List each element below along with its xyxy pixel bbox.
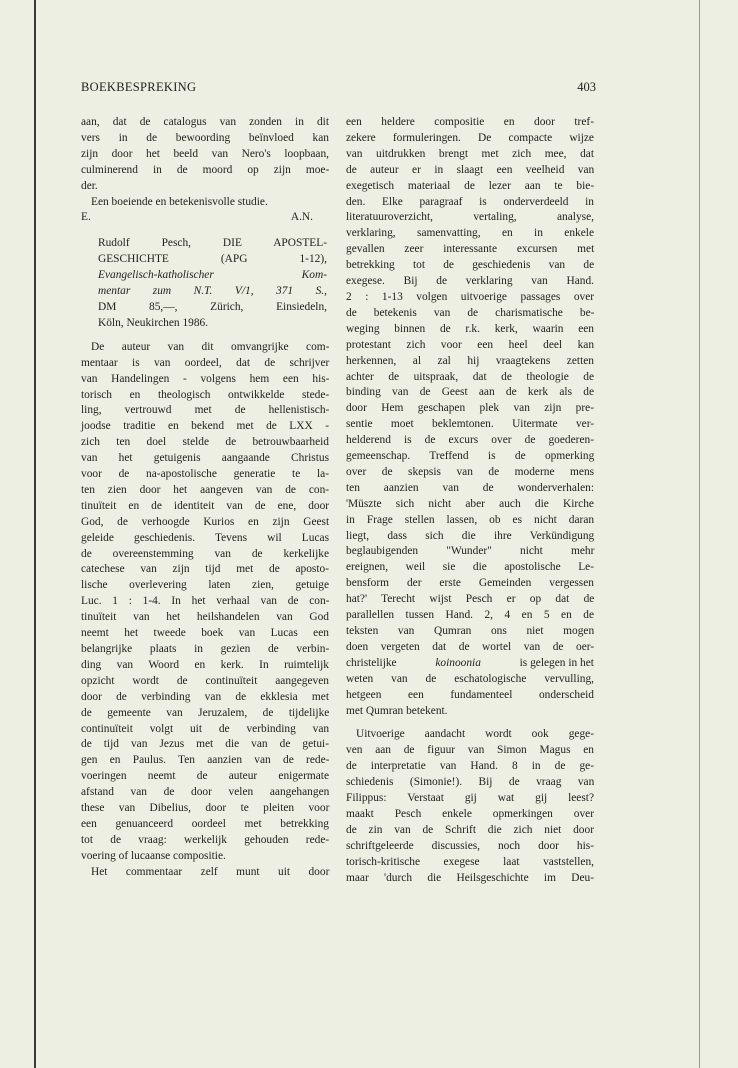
text-line: exegetisch materiaal de lezer aan te bie-	[346, 179, 595, 192]
text-line: met Qumran betekent.	[346, 704, 448, 717]
text-line: den. Elke paragraaf is onderverdeeld in	[346, 195, 595, 208]
right-column	[346, 115, 594, 887]
text-line: gen en Paulus. Ten aanzien van de rede-	[81, 754, 330, 767]
page-number: 403	[577, 80, 596, 94]
koinoonia-term: koinoonia	[435, 656, 481, 669]
review-signoff	[81, 210, 329, 226]
text-line: exegese. Bij de verklaring van Hand.	[346, 275, 594, 288]
text-line: tinuïteit van het heilshandelen van God	[81, 611, 329, 624]
text-line: tot de vraag: werkelijk gehouden rede-	[81, 833, 330, 846]
text-line: van uitdrukken brengt met zich mee, dat	[346, 147, 594, 160]
text-line: zijn door het beeld van Nero's loopbaan,	[81, 147, 329, 160]
text-line: de overeenstemming van de kerkelijke	[81, 547, 329, 560]
text-line: een genuanceerd oordeel met betrekking	[81, 817, 329, 830]
text-line: ten zien door het aangeven van de con-	[81, 483, 330, 496]
page-edge-left	[34, 0, 36, 1068]
text-line: van het getuigenis aangaande Christus	[81, 452, 329, 465]
text-line: voeringen neemt de auteur enigermate	[81, 770, 329, 783]
signoff-right: A.N.	[290, 211, 313, 224]
text-line: van Handelingen - volgens hem een his-	[81, 372, 330, 385]
text-line: De auteur van dit omvangrijke com-	[91, 340, 330, 353]
text-line: zich ten doel stelde de betrouwbaarheid	[81, 436, 329, 449]
text-line: lische overlevering laten zien, getuige	[81, 579, 330, 592]
text-line: 'Müszte sich nicht aber auch die Kirche	[346, 497, 594, 510]
left-paragraph-4	[81, 865, 329, 881]
right-paragraph-1	[346, 115, 594, 719]
page-edge-right	[699, 0, 700, 1068]
text-line: binding van de Geest aan de kerk als de	[346, 386, 594, 399]
text-line: liegt, dass sich die ihre Verkündigung	[346, 529, 595, 542]
text-line: de zin van de Schrift die zich niet door	[346, 823, 594, 836]
text-line: gemeenschap. Treffend is de opmerking	[346, 450, 595, 463]
text-line: catechese van zijn tijd met de aposto-	[81, 563, 329, 576]
citation-line: GESCHICHTE (APG 1-12),	[98, 253, 327, 266]
text-line: aan, dat de catalogus van zonden in dit	[81, 116, 329, 128]
text-line: torisch en theologisch ontwikkelde stede-	[81, 388, 330, 401]
text-line: ten aanzien van de wonderverhalen:	[346, 481, 594, 494]
left-column	[81, 115, 329, 881]
text-line: weging binnen de r.k. kerk, waarin een	[346, 322, 594, 335]
citation-line: mentar zum N.T. V/1, 371 S.,	[98, 285, 327, 298]
text-line: over de skepsis van de moderne mens	[346, 465, 595, 478]
right-paragraph-2	[346, 727, 594, 886]
text-line: zekere formuleringen. De compacte wijze	[346, 131, 594, 144]
text-line: torisch-kritische exegese laat vaststellen,	[346, 855, 594, 868]
text-line: gevallen zeer interessante excursen met	[346, 243, 595, 256]
text-line: maakt Pesch enkele opmerkingen over	[346, 807, 594, 820]
text-line: tinuïteit en de identiteit van de ene, door	[81, 499, 330, 512]
text-line: de betekenis van de charismatische be-	[346, 306, 595, 319]
text-line: teksten van Qumran ons niet mogen	[346, 625, 595, 637]
text-line: these van Dibelius, door te pleiten voor	[81, 802, 330, 815]
text-line: sentie moet beklemtonen. Uitermate ver-	[346, 418, 595, 431]
left-paragraph-2	[81, 195, 329, 211]
text-line: een heldere compositie en door tref-	[346, 116, 594, 128]
text-line: door Hem geschapen plek van zijn pre-	[346, 402, 595, 415]
citation-line: Evangelisch-katholischer Kom-	[98, 269, 327, 282]
text-fragment: christelijke	[346, 656, 397, 669]
text-line: God, de verhoogde Kurios en zijn Geest	[81, 515, 330, 528]
text-fragment: is gelegen in het	[519, 656, 594, 669]
signoff-left: E.	[81, 211, 91, 224]
text-line: schiedenis (Simonie!). Bij de vraag van	[346, 776, 595, 789]
text-line: Luc. 1 : 1-4. In het verhaal van de con-	[81, 595, 330, 608]
text-line-koinoonia	[346, 656, 594, 672]
citation-line: DM 85,—, Zürich, Einsiedeln,	[98, 300, 327, 313]
text-line: belangrijke plaats in gezien de verbin-	[81, 643, 330, 655]
text-line: joodse traditie en bekend met de LXX -	[81, 420, 329, 433]
text-line: neemt het tweede boek van Lucas een	[81, 627, 329, 640]
text-line: ling, vertrouwd met de hellenistisch-	[81, 404, 330, 417]
left-paragraph-3	[81, 340, 329, 865]
text-line: de tijd van Jezus met die van de getui-	[81, 738, 329, 751]
text-line: Een boeiende en betekenisvolle studie.	[91, 195, 268, 208]
text-line: protestant zich voor een heel deel kan	[346, 338, 595, 351]
text-line: betrekking tot de geschiedenis van de	[346, 259, 595, 272]
text-line: Het commentaar zelf munt uit door	[91, 865, 330, 878]
running-head: BOEKBESPREKING	[81, 80, 197, 94]
text-line: continuïteit volgt uit de verbinding van	[81, 722, 330, 735]
text-line: voor de na-apostolische generatie te la-	[81, 468, 329, 481]
text-line: vers in de bewoording beïnvloed kan	[81, 131, 329, 144]
text-line: door de verbinding van de ekklesia met	[81, 690, 329, 703]
text-line: der.	[81, 179, 98, 192]
text-line: afstand van de door velen aangehangen	[81, 786, 330, 799]
text-line: culminerend in de moord op zijn moe-	[81, 163, 330, 176]
left-paragraph-1	[81, 115, 329, 195]
text-line: Uitvoerige aandacht wordt ook gege-	[356, 728, 594, 741]
text-line: schriftgeleerde discussies, noch door his-	[346, 839, 594, 852]
text-line: verklaring, samenvatting, en in enkele	[346, 227, 594, 240]
text-line: voering of lucaanse compositie.	[81, 849, 226, 862]
text-line: herkennen, al zal hij vraagtekens zetten	[346, 354, 594, 367]
text-line: 2 : 1-13 volgen uitvoerige passages over	[346, 290, 595, 303]
text-line: de gemeente van Jeruzalem, de tijdelijke	[81, 706, 330, 719]
citation-line: Rudolf Pesch, DIE APOSTEL-	[98, 237, 327, 250]
text-line: parallellen tussen Hand. 2, 4 en 5 en de	[346, 609, 595, 622]
text-line: maar 'durch die Heilsgeschichte im Deu-	[346, 871, 594, 884]
citation-line: Köln, Neukirchen 1986.	[98, 316, 209, 329]
text-line: Filippus: Verstaat gij wat gij leest?	[346, 792, 594, 805]
text-line: literatuuroverzicht, vertaling, analyse,	[346, 211, 595, 224]
text-line: hat?' Terecht wijst Pesch er op dat de	[346, 593, 595, 606]
text-line: ereignen, weil sie die apostolische Le-	[346, 561, 594, 574]
text-line: beglaubigenden "Wunder" nicht mehr	[346, 545, 595, 558]
text-line: ven aan de figuur van Simon Magus en	[346, 744, 594, 757]
text-line: opzicht wordt de continuïteit aangegeven	[81, 674, 329, 687]
text-line: in Frage stellen lassen, ob es nicht daran	[346, 513, 595, 526]
text-line: weten van de eschatologische vervulling,	[346, 672, 594, 685]
text-line: achter de uitspraak, dat de theologie de	[346, 370, 595, 383]
text-line: bensform der erste Gemeinden vergessen	[346, 577, 594, 590]
text-line: helderend is de excurs over de goederen-	[346, 434, 594, 447]
text-line: hetgeen een fundamenteel onderscheid	[346, 688, 594, 701]
text-line: mentaar is van oordeel, dat de schrijver	[81, 356, 330, 369]
text-line: ding van Woord en kerk. In ruimtelijk	[81, 658, 329, 671]
text-line: doen vergeten dat de wortel van de oer-	[346, 640, 595, 653]
page-header	[81, 80, 596, 98]
text-line: geleide geschiedenis. Tevens wil Lucas	[81, 531, 329, 544]
text-line: de interpretatie van Hand. 8 in de ge-	[346, 760, 594, 773]
text-line: de auteur er in slaagt een veelheid van	[346, 163, 595, 176]
book-citation	[98, 236, 327, 331]
